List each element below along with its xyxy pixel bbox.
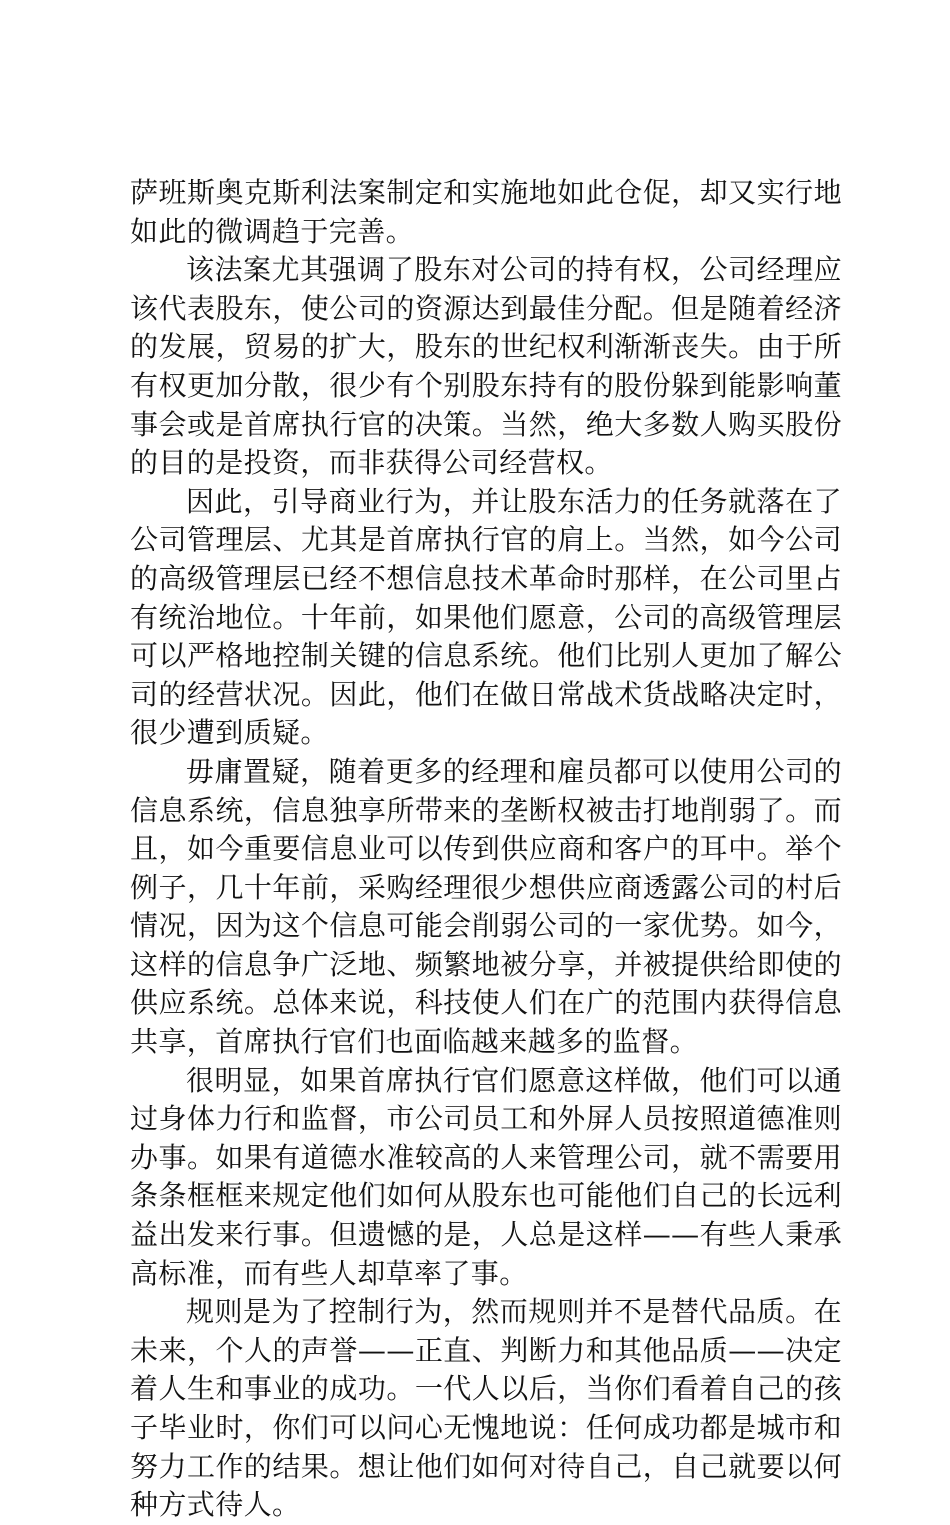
paragraph-3: 因此，引导商业行为，并让股东活力的任务就落在了公司管理层、尤其是首席执行官的肩上。当然，如今公司的高级管理层已经不想信息技术革命时那样，在公司里占有统治地位。十年前，如果他们愿意，公司的高级管理层可以严格地控制关键的信息系统。他们比别人更加了解公司的经营状况。因此，他们在做日常战术货战略决定时，很少遭到质疑。 — [130, 484, 842, 750]
paragraph-5: 很明显，如果首席执行官们愿意这样做，他们可以通过身体力行和监督，市公司员工和外屏人员按照道德准则办事。如果有道德水准较高的人来管理公司，就不需要用条条框框来规定他们如何从股东也可能他们自己的长远利益出发来行事。但遗憾的是，人总是这样——有些人秉承高标准，而有些人却草率了事。 — [130, 1063, 842, 1290]
paragraph-4: 毋庸置疑，随着更多的经理和雇员都可以使用公司的信息系统，信息独享所带来的垄断权被击打地削弱了。而且，如今重要信息业可以传到供应商和客户的耳中。举个例子，几十年前，采购经理很少想供应商透露公司的村后情况，因为这个信息可能会削弱公司的一家优势。如今，这样的信息争广泛地、频繁地被分享，并被提供给即使的供应系统。总体来说，科技使人们在广的范围内获得信息共享，首席执行官们也面临越来越多的监督。 — [130, 754, 842, 1059]
paragraph-2: 该法案尤其强调了股东对公司的持有权，公司经理应该代表股东，使公司的资源达到最佳分配。但是随着经济的发展，贸易的扩大，股东的世纪权利渐渐丧失。由于所有权更加分散，很少有个别股东持有的股份躲到能影响董事会或是首席执行官的决策。当然，绝大多数人购买股份的目的是投资，而非获得公司经营权。 — [130, 253, 842, 480]
paragraph-6: 规则是为了控制行为，然而规则并不是替代品质。在未来，个人的声誉——正直、判断力和其他品质——决定着人生和事业的成功。一代人以后，当你们看着自己的孩子毕业时，你们可以问心无愧地说：任何成功都是城市和努力工作的结果。想让他们如何对待自己，自己就要以何种方式待人。 — [130, 1295, 842, 1522]
document-body — [130, 174, 842, 1525]
paragraph-1: 萨班斯奥克斯利法案制定和实施地如此仓促，却又实行地如此的微调趋于完善。 — [130, 176, 842, 248]
